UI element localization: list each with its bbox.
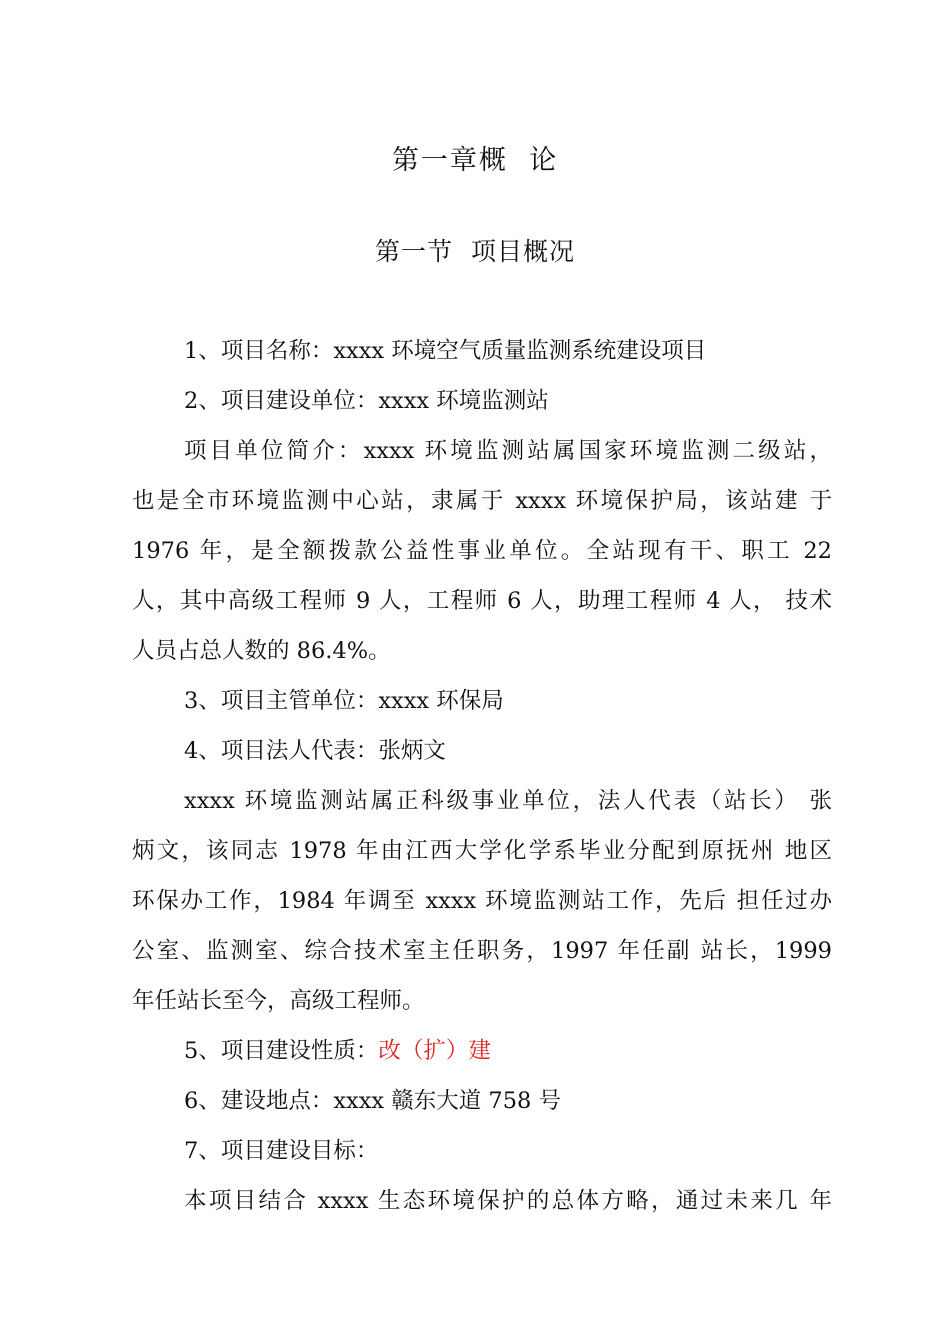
intro-line-2: 也是全市环境监测中心站，隶属于 xxxx 环境保护局，该站建 于	[132, 488, 832, 514]
item-project-name: 1、项目名称：xxxx 环境空气质量监测系统建设项目	[184, 338, 707, 364]
item-supervising-unit: 3、项目主管单位：xxxx 环保局	[184, 688, 504, 714]
intro-line-1: 项目单位简介：xxxx 环境监测站属国家环境监测二级站，	[184, 438, 832, 464]
intro-line-5: 人员占总人数的 86.4%。	[132, 638, 391, 664]
item-construction-nature	[132, 1026, 832, 1076]
section-title: 第一节 项目概况	[375, 237, 575, 266]
rep-line-1: xxxx 环境监测站属正科级事业单位，法人代表（站长） 张	[184, 788, 832, 814]
item-legal-representative: 4、项目法人代表：张炳文	[184, 738, 446, 764]
rep-line-3: 环保办工作，1984 年调至 xxxx 环境监测站工作，先后 担任过办	[132, 888, 832, 914]
intro-line-3: 1976 年，是全额拨款公益性事业单位。全站现有干、职工 22	[132, 538, 832, 564]
construction-nature-value: 改（扩）建	[378, 1038, 491, 1064]
rep-line-2: 炳文，该同志 1978 年由江西大学化学系毕业分配到原抚州 地区	[132, 838, 832, 864]
document-body	[132, 326, 832, 1226]
chapter-title: 第一章概 论	[391, 145, 559, 176]
goal-line-1: 本项目结合 xxxx 生态环境保护的总体方略，通过未来几 年	[184, 1188, 832, 1214]
item-construction-goal: 7、项目建设目标：	[184, 1138, 379, 1164]
rep-line-5: 年任站长至今，高级工程师。	[132, 988, 425, 1014]
construction-nature-label: 5、项目建设性质：	[184, 1038, 379, 1064]
intro-line-4: 人，其中高级工程师 9 人，工程师 6 人，助理工程师 4 人， 技术	[132, 588, 832, 614]
rep-line-4: 公室、监测室、综合技术室主任职务，1997 年任副 站长，1999	[132, 938, 832, 964]
item-construction-unit: 2、项目建设单位：xxxx 环境监测站	[184, 388, 549, 414]
item-construction-site: 6、建设地点：xxxx 赣东大道 758 号	[184, 1088, 561, 1114]
